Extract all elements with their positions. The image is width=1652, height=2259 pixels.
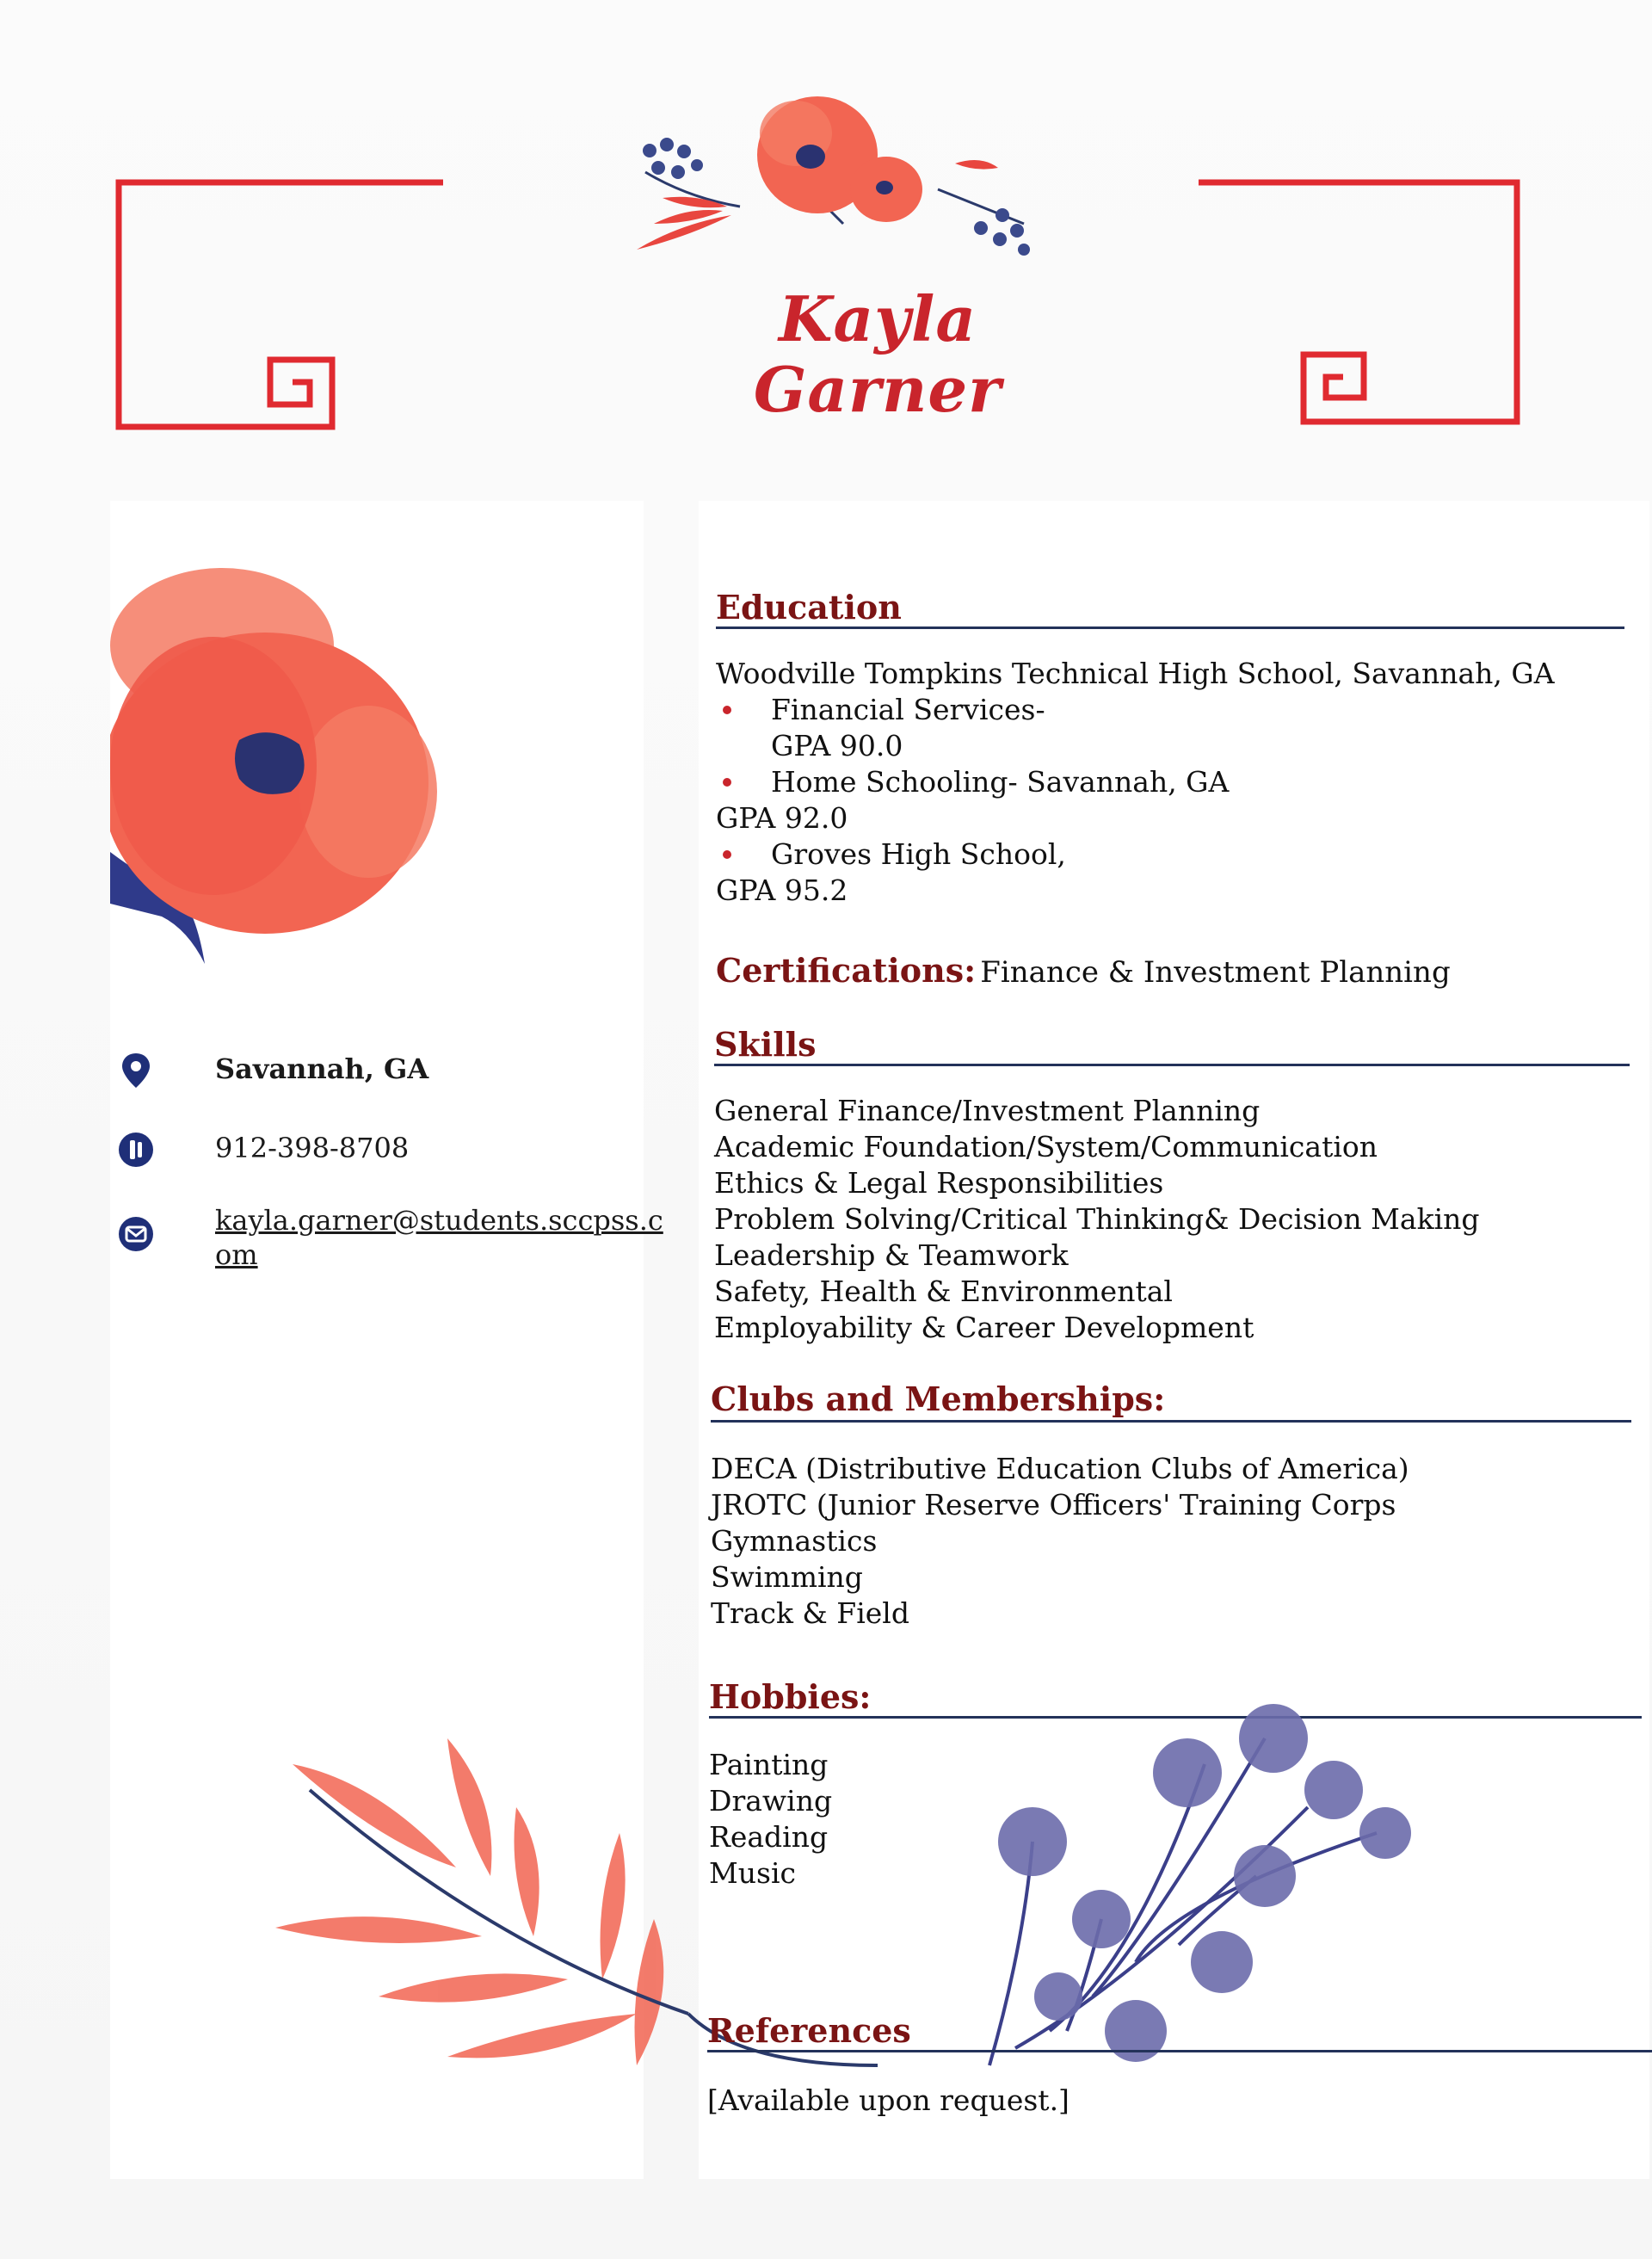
phone-text: 912-398-8708 [215, 1132, 410, 1164]
skills-heading: Skills [714, 1025, 817, 1064]
skills-rule [714, 1064, 1630, 1066]
club-item: DECA (Distributive Education Clubs of America) [711, 1452, 1409, 1485]
clubs-list [711, 1451, 1623, 1632]
phone-icon [117, 1131, 155, 1169]
first-name: Kayla [778, 282, 977, 355]
hobby-item: Reading [709, 1820, 829, 1854]
education-item-gpa: GPA 95.2 [716, 873, 848, 907]
education-item [716, 764, 1628, 800]
location-pin-icon [117, 1052, 155, 1089]
poppy-illustration [110, 568, 454, 972]
corner-frame-left [112, 172, 456, 439]
bullet [723, 706, 731, 714]
clubs-rule [711, 1420, 1631, 1423]
skill-item: Academic Foundation/System/Communication [714, 1130, 1378, 1163]
club-item: JROTC (Junior Reserve Officers' Training Corps [711, 1488, 1396, 1521]
references-value: [Available upon request.] [707, 2083, 1069, 2117]
hobbies-list [709, 1747, 1225, 1892]
bullet [723, 778, 731, 787]
corner-frame-right [1192, 172, 1536, 439]
skill-item: Safety, Health & Environmental [714, 1275, 1173, 1308]
club-item: Gymnastics [711, 1524, 878, 1558]
contact-location [117, 1052, 668, 1089]
contact-email [117, 1203, 668, 1272]
hobbies-heading: Hobbies: [709, 1677, 872, 1716]
club-item: Swimming [711, 1560, 863, 1594]
hobby-item: Music [709, 1856, 797, 1890]
certifications-value: Finance & Investment Planning [980, 955, 1451, 990]
education-item-label: Groves High School, [771, 837, 1066, 871]
education-item [716, 836, 1628, 873]
candidate-name [602, 284, 1153, 425]
hobby-item: Painting [709, 1748, 829, 1781]
skills-list [714, 1093, 1626, 1346]
club-item: Track & Field [711, 1596, 909, 1630]
skill-item: Leadership & Teamwork [714, 1238, 1069, 1272]
contact-phone [117, 1131, 668, 1169]
references-rule [707, 2050, 1652, 2052]
education-item-gpa: GPA 92.0 [716, 801, 848, 835]
skill-item: Problem Solving/Critical Thinking& Decision Making [714, 1202, 1480, 1236]
education-item-label: Financial Services- [771, 693, 1045, 726]
education-section [716, 656, 1628, 909]
certifications-heading: Certifications: [716, 951, 977, 990]
location-text: Savannah, GA [215, 1052, 429, 1085]
last-name: Garner [753, 353, 1002, 426]
education-item-gpa: GPA 90.0 [771, 729, 903, 762]
certifications-line [716, 952, 1628, 990]
skill-item: Employability & Career Development [714, 1311, 1254, 1344]
bullet [723, 850, 731, 859]
references-heading: References [707, 2011, 911, 2050]
education-rule [716, 626, 1624, 629]
education-item [716, 692, 1628, 764]
email-link[interactable]: kayla.garner@students.sccpss.com [215, 1204, 663, 1271]
skill-item: Ethics & Legal Responsibilities [714, 1166, 1164, 1200]
top-floral-ornament [611, 86, 1058, 293]
email-icon [117, 1215, 155, 1253]
hobby-item: Drawing [709, 1784, 833, 1818]
school-name: Woodville Tompkins Technical High School, Savannah, GA [716, 657, 1555, 690]
skill-item: General Finance/Investment Planning [714, 1094, 1261, 1127]
clubs-heading: Clubs and Memberships: [711, 1379, 1166, 1418]
education-heading: Education [716, 588, 902, 626]
education-item-label: Home Schooling- Savannah, GA [771, 765, 1230, 799]
